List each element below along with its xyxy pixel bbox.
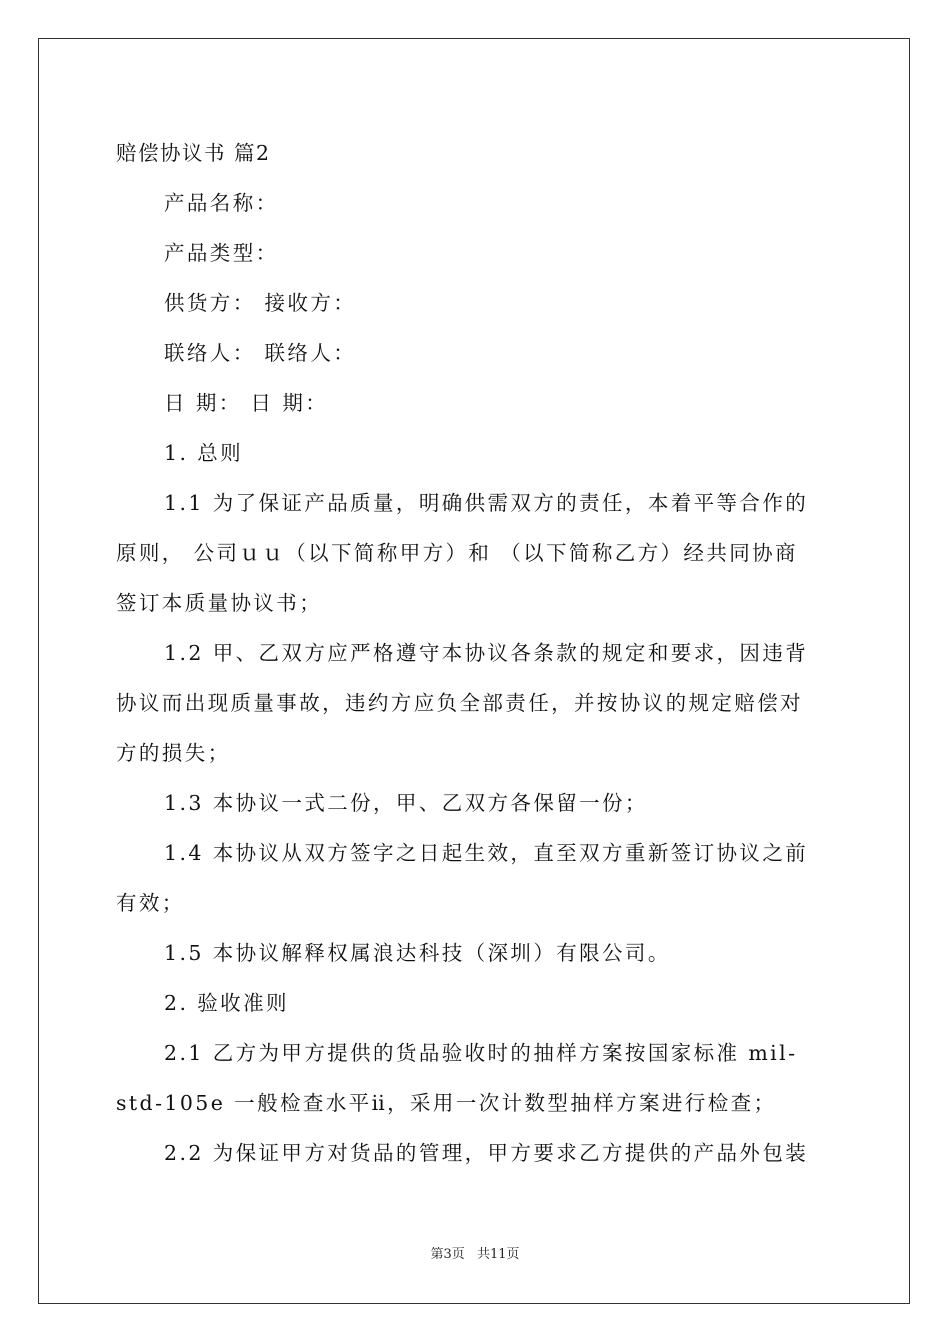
field-dates: 日 期： 日 期： [164, 391, 329, 415]
document-title: 赔偿协议书 篇2 [116, 141, 271, 165]
paragraph-line: 2.2 为保证甲方对货品的管理，甲方要求乙方提供的产品外包装 [164, 1141, 809, 1165]
document-body [116, 128, 836, 1178]
paragraph-line: 有效； [116, 891, 185, 915]
field-contacts: 联络人： 联络人： [164, 341, 357, 365]
paragraph-line: std-105e 一般检查水平ⅱ，采用一次计数型抽样方案进行检查； [116, 1091, 777, 1115]
field-product-type: 产品类型： [164, 241, 279, 265]
paragraph-line: 签订本质量协议书； [116, 591, 323, 615]
page-number: 第3页 [430, 1247, 465, 1262]
page-footer [0, 1246, 950, 1264]
paragraph-line: 1.5 本协议解释权属浪达科技（深圳）有限公司。 [164, 941, 671, 965]
paragraph-line: 1.4 本协议从双方签字之日起生效，直至双方重新签订协议之前 [164, 841, 809, 865]
paragraph-line: 1.3 本协议一式二份，甲、乙双方各保留一份； [164, 791, 648, 815]
section-heading-acceptance: 2. 验收准则 [164, 991, 289, 1015]
field-supplier-receiver: 供货方： 接收方： [164, 291, 357, 315]
field-product-name: 产品名称： [164, 191, 279, 215]
page-total: 共11页 [476, 1247, 520, 1262]
paragraph-line: 1.1 为了保证产品质量，明确供需双方的责任，本着平等合作的 [164, 491, 809, 515]
paragraph-line: 原则， 公司ｕｕ（以下简称甲方）和 （以下简称乙方）经共同协商 [116, 541, 798, 565]
paragraph-line: 方的损失； [116, 741, 231, 765]
section-heading-general: 1. 总则 [164, 441, 244, 465]
paragraph-line: 协议而出现质量事故，违约方应负全部责任，并按协议的规定赔偿对 [116, 691, 803, 715]
paragraph-line: 1.2 甲、乙双方应严格遵守本协议各条款的规定和要求，因违背 [164, 641, 809, 665]
paragraph-line: 2.1 乙方为甲方提供的货品验收时的抽样方案按国家标准 mil- [164, 1041, 798, 1065]
